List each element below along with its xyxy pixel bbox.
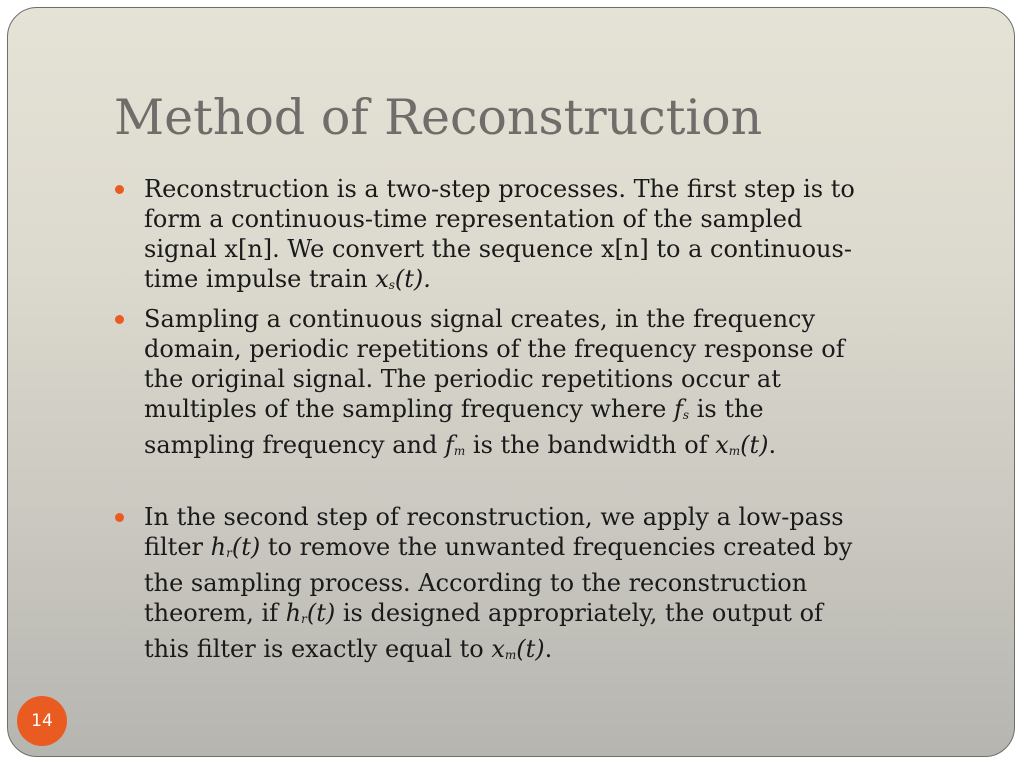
- text-run: multiples of the sampling frequency where: [144, 395, 675, 423]
- bullet-line: [144, 364, 955, 394]
- text-run: is designed appropriately, the output of: [335, 599, 823, 627]
- text-run: theorem, if: [144, 599, 286, 627]
- text-run: the sampling process. According to the reconstruction: [144, 569, 808, 597]
- bullet-line: [144, 598, 955, 634]
- text-run: to remove the unwanted frequencies created by: [260, 533, 853, 561]
- text-run: .: [768, 431, 777, 459]
- bullet-line: [144, 430, 955, 466]
- text-run: time impulse train: [144, 265, 376, 293]
- math-variable: h: [210, 533, 227, 561]
- text-run: form a continuous-time representation of the sampled: [144, 205, 803, 233]
- math-subscript: s: [388, 278, 395, 292]
- text-run: Sampling a continuous signal creates, in the frequency: [144, 305, 816, 333]
- bullet-list: [115, 174, 955, 670]
- math-variable: f: [674, 395, 683, 423]
- text-run: is the bandwidth of: [465, 431, 716, 459]
- math-argument: (t): [516, 635, 545, 663]
- bullet-dot-icon: [115, 185, 124, 194]
- bullet-line: [144, 234, 955, 264]
- math-subscript: r: [301, 612, 307, 626]
- text-run: filter: [144, 533, 211, 561]
- page-number-badge: 14: [17, 696, 67, 746]
- bullet-line: [144, 204, 955, 234]
- math-argument: (t): [231, 533, 261, 561]
- text-run: this filter is exactly equal to: [144, 635, 492, 663]
- bullet-line: [144, 502, 955, 532]
- math-variable: x: [715, 431, 729, 459]
- slide-title: Method of Reconstruction: [114, 89, 763, 146]
- bullet-line: [144, 174, 955, 204]
- math-subscript: s: [682, 408, 690, 422]
- math-variable: f: [444, 431, 454, 459]
- bullet-line: [144, 532, 955, 568]
- math-subscript: m: [504, 648, 517, 662]
- math-argument: (t): [740, 431, 769, 459]
- bullet-dot-icon: [115, 513, 124, 522]
- math-variable: x: [375, 265, 389, 293]
- text-run: domain, periodic repetitions of the frequency response of: [144, 335, 845, 363]
- bullet-item: [115, 502, 955, 670]
- bullet-line: [144, 634, 955, 670]
- text-run: is the: [689, 395, 764, 423]
- math-variable: x: [491, 635, 505, 663]
- bullet-line: [144, 394, 955, 430]
- bullet-item: [115, 304, 955, 466]
- text-run: sampling frequency and: [144, 431, 445, 459]
- bullet-dot-icon: [115, 315, 124, 324]
- text-run: the original signal. The periodic repetitions occur at: [144, 365, 781, 393]
- text-run: Reconstruction is a two-step processes. The first step is to: [144, 175, 855, 203]
- slide: [7, 7, 1015, 757]
- text-run: In the second step of reconstruction, we apply a low-pass: [144, 503, 844, 531]
- math-argument: (t).: [394, 265, 431, 293]
- math-subscript: m: [453, 444, 466, 458]
- bullet-line: [144, 568, 955, 598]
- math-variable: h: [285, 599, 302, 627]
- bullet-line: [144, 334, 955, 364]
- bullet-line: [144, 264, 955, 300]
- text-run: signal x[n]. We convert the sequence x[n] to a continuous-: [144, 235, 852, 263]
- bullet-line: [144, 304, 955, 334]
- math-subscript: m: [728, 444, 741, 458]
- math-argument: (t): [306, 599, 336, 627]
- math-subscript: r: [226, 546, 232, 560]
- bullet-item: [115, 174, 955, 300]
- text-run: .: [544, 635, 553, 663]
